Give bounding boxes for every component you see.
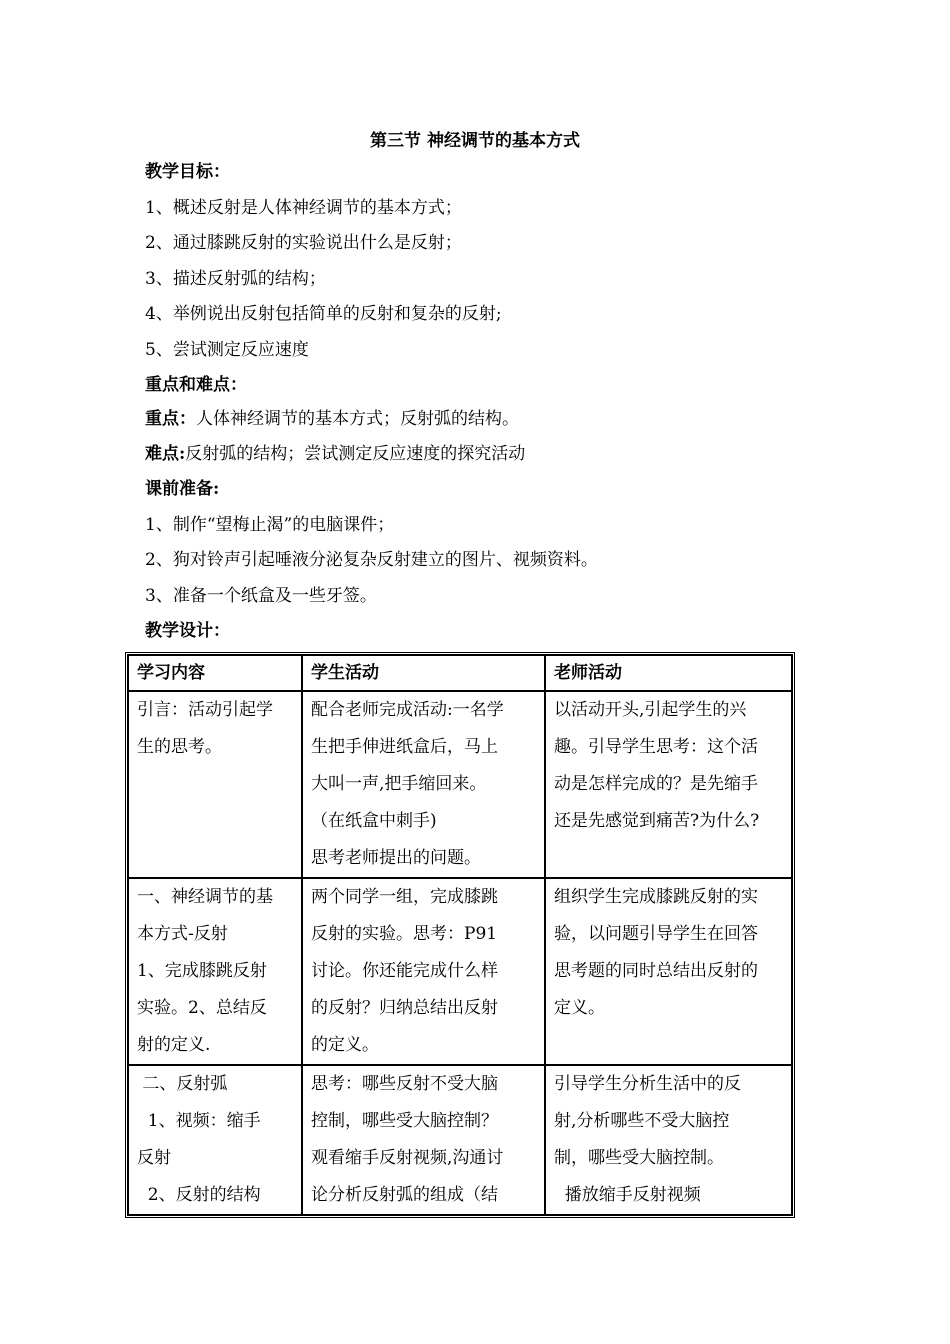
cell-text: 验，以问题引导学生在回答 xyxy=(554,924,758,944)
table-row xyxy=(128,878,792,1065)
cell-text: 射,分析哪些不受大脑控 xyxy=(554,1111,730,1131)
page-title: 第三节 神经调节的基本方式 xyxy=(370,131,580,151)
table-row xyxy=(128,691,792,878)
cell-text: 思考题的同时总结出反射的 xyxy=(554,961,758,981)
cell-text: 二、反射弧 xyxy=(137,1074,228,1094)
cell-text: 思考老师提出的问题。 xyxy=(311,848,481,868)
keypoints-heading: 重点和难点： xyxy=(145,375,247,395)
cell-text: 一、神经调节的基 xyxy=(137,887,273,907)
header-cell: 学生活动 xyxy=(302,655,545,691)
goal-item: 1、概述反射是人体神经调节的基本方式； xyxy=(145,198,462,218)
cell-text: 的定义。 xyxy=(311,1035,379,1055)
cell-text: 控制，哪些受大脑控制？ xyxy=(311,1111,498,1131)
cell-text: 1、视频：缩手 xyxy=(137,1111,261,1131)
cell-text: 2、反射的结构 xyxy=(137,1185,261,1205)
prep-heading: 课前准备: xyxy=(145,479,220,499)
cell-text: 本方式-反射 xyxy=(137,924,228,944)
table-header-row xyxy=(128,655,792,691)
goals-heading: 教学目标： xyxy=(145,162,230,182)
cell-text: 引导学生分析生活中的反 xyxy=(554,1074,741,1094)
design-heading: 教学设计： xyxy=(145,621,230,641)
cell-text: 动是怎样完成的？是先缩手 xyxy=(554,774,758,794)
cell-text: 组织学生完成膝跳反射的实 xyxy=(554,887,758,907)
prep-item: 2、狗对铃声引起唾液分泌复杂反射建立的图片、视频资料。 xyxy=(145,550,598,570)
cell-text: 还是先感觉到痛苦?为什么? xyxy=(554,811,760,831)
cell-text: 播放缩手反射视频 xyxy=(554,1185,701,1205)
table-cell xyxy=(302,878,545,1065)
cell-text: 配合老师完成活动:一名学 xyxy=(311,700,504,720)
table-cell xyxy=(545,878,792,1065)
difficult-text: 反射弧的结构；尝试测定反应速度的探究活动 xyxy=(185,444,526,464)
cell-text: （在纸盒中刺手) xyxy=(311,811,437,831)
goal-item: 4、举例说出反射包括简单的反射和复杂的反射; xyxy=(145,304,502,324)
cell-text: 射的定义. xyxy=(137,1035,211,1055)
table-cell xyxy=(545,691,792,878)
cell-text: 反射 xyxy=(137,1148,171,1168)
header-cell: 学习内容 xyxy=(128,655,302,691)
table-cell xyxy=(128,1065,302,1215)
table-cell xyxy=(545,1065,792,1215)
key-label: 重点： xyxy=(145,409,196,429)
key-point-line xyxy=(145,408,519,430)
cell-text: 反射的实验。思考：P91 xyxy=(311,924,498,944)
cell-text: 大叫一声,把手缩回来。 xyxy=(311,774,487,794)
cell-text: 实验。2、总结反 xyxy=(137,998,267,1018)
key-text: 人体神经调节的基本方式；反射弧的结构。 xyxy=(196,409,519,429)
goal-item: 5、尝试测定反应速度 xyxy=(145,340,309,360)
cell-text: 两个同学一组，完成膝跳 xyxy=(311,887,498,907)
table-cell xyxy=(128,691,302,878)
table-cell xyxy=(128,878,302,1065)
goal-item: 2、通过膝跳反射的实验说出什么是反射； xyxy=(145,233,462,253)
header-cell: 老师活动 xyxy=(545,655,792,691)
cell-text: 1、完成膝跳反射 xyxy=(137,961,267,981)
prep-item: 1、制作“望梅止渴”的电脑课件； xyxy=(145,515,395,535)
cell-text: 思考：哪些反射不受大脑 xyxy=(311,1074,498,1094)
table-cell xyxy=(302,1065,545,1215)
table-row xyxy=(128,1065,792,1215)
cell-text: 定义。 xyxy=(554,998,605,1018)
cell-text: 引言：活动引起学 xyxy=(137,700,273,720)
cell-text: 以活动开头,引起学生的兴 xyxy=(554,700,747,720)
cell-text: 论分析反射弧的组成（结 xyxy=(311,1185,498,1205)
cell-text: 生的思考。 xyxy=(137,737,222,757)
cell-text: 生把手伸进纸盒后，马上 xyxy=(311,737,498,757)
cell-text: 讨论。你还能完成什么样 xyxy=(311,961,498,981)
cell-text: 的反射？归纳总结出反射 xyxy=(311,998,498,1018)
cell-text: 趣。引导学生思考：这个活 xyxy=(554,737,758,757)
difficult-label: 难点: xyxy=(145,444,186,464)
difficult-point-line xyxy=(145,443,525,465)
cell-text: 观看缩手反射视频,沟通讨 xyxy=(311,1148,504,1168)
table-cell xyxy=(302,691,545,878)
lesson-table xyxy=(125,652,795,1218)
cell-text: 制，哪些受大脑控制。 xyxy=(554,1148,724,1168)
prep-item: 3、准备一个纸盒及一些牙签。 xyxy=(145,586,377,606)
goal-item: 3、描述反射弧的结构； xyxy=(145,269,326,289)
